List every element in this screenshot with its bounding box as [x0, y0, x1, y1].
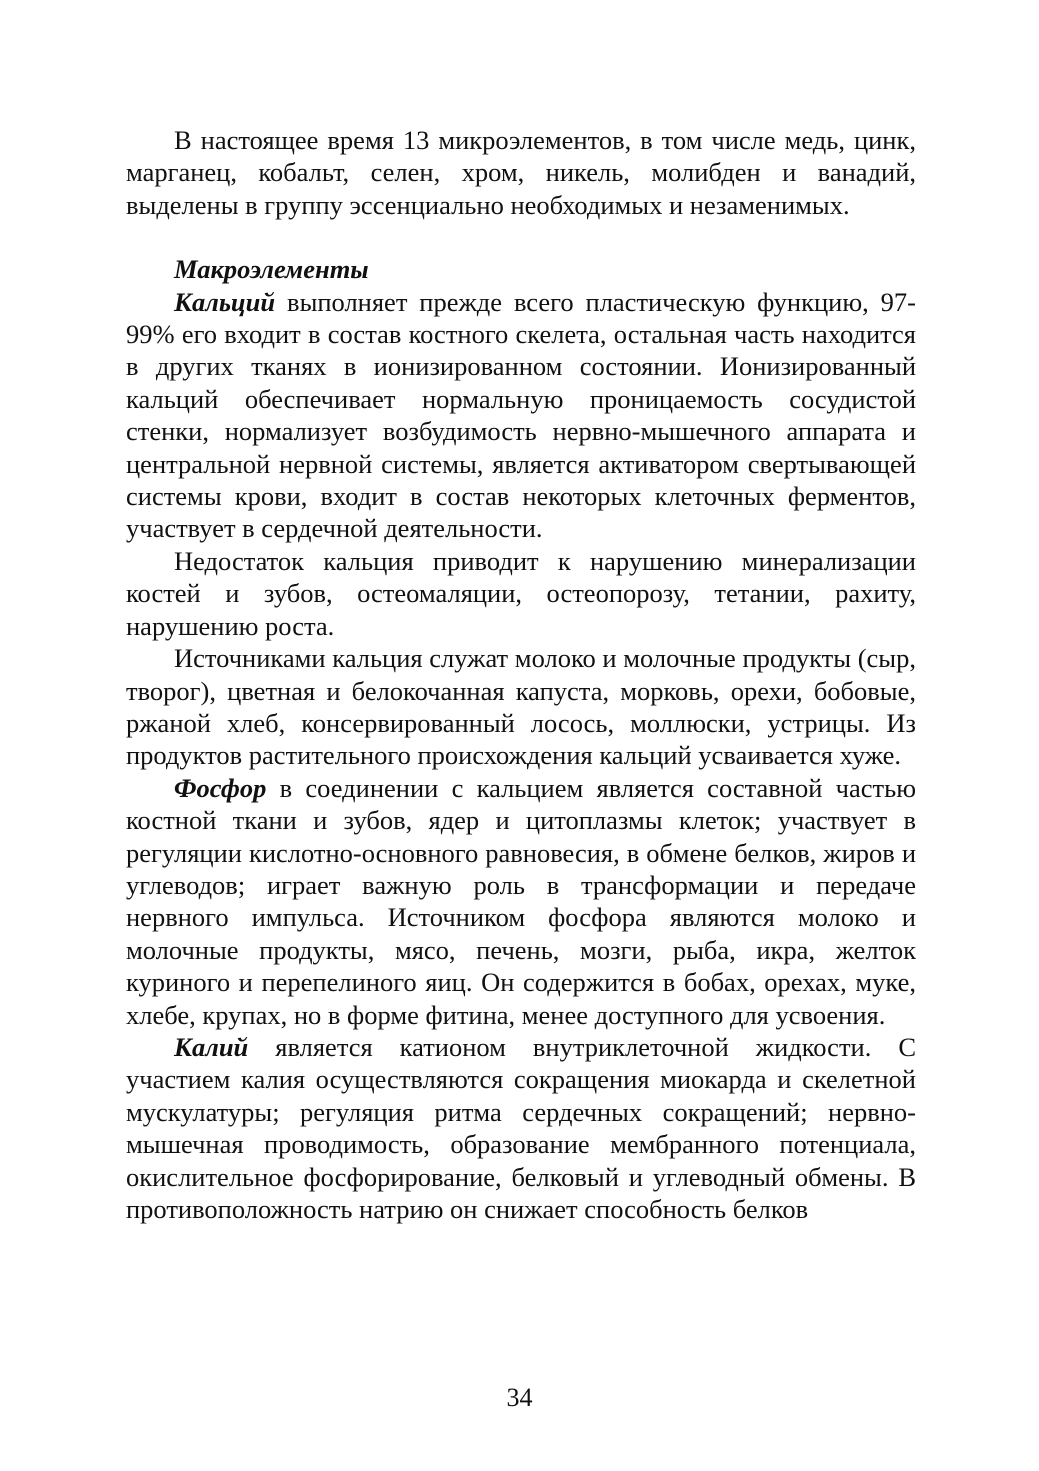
phosphorus-term: Фосфор	[174, 772, 267, 803]
calcium-sources-paragraph: Источниками кальция служат молоко и молочные продукты (сыр, творог), цветная и белокочанная капуста, морковь, орехи, бобовые, ржаной хлеб, консервированный лосось, моллюски, устрицы. Из продуктов растительного происхождения кальций усваивается хуже.	[126, 643, 916, 771]
calcium-deficiency-paragraph: Недостаток кальция приводит к нарушению минерализации костей и зубов, остеомаляции, остеопорозу, тетании, рахиту, нарушению роста.	[126, 545, 916, 641]
section-heading: Макроэлементы	[174, 254, 369, 285]
calcium-paragraph	[126, 286, 916, 545]
calcium-text: выполняет прежде всего пластическую функцию, 97-99% его входит в состав костного скелета, остальная часть находится в других тканях в ионизированном состоянии. Ионизированный кальций обеспечивает нормальную проницаемость сосудистой стенки, нормализует возбудимость нервно-мышечного аппарата и центральной нервной системы, является активатором свертывающей системы крови, входит в состав некоторых клеточных ферментов, участвует в сердечной деятельности.	[126, 286, 916, 544]
potassium-text: является катионом внутриклеточной жидкости. С участием калия осуществляются сокращения миокарда и скелетной мускулатуры; регуляция ритма сердечных сокращений; нервно-мышечная проводимость, образование мембранного потенциала, окислительное фосфорирование, белковый и углеводный обмены. В противоположность натрию он снижает способность белков	[126, 1031, 916, 1224]
potassium-term: Калий	[174, 1031, 249, 1062]
phosphorus-text: в соединении с кальцием является составной частью костной ткани и зубов, ядер и цитоплазмы клеток; участвует в регуляции кислотно-основного равновесия, в обмене белков, жиров и углеводов; играет важную роль в трансформации и передаче нервного импульса. Источником фосфора являются молоко и молочные продукты, мясо, печень, мозги, рыба, икра, желток куриного и перепелиного яиц. Он содержится в бобах, орехах, муке, хлебе, крупах, но в форме фитина, менее доступного для усвоения.	[126, 772, 916, 1030]
intro-paragraph: В настоящее время 13 микроэлементов, в том числе медь, цинк, марганец, кобальт, селен, хром, никель, молибден и ванадий, выделены в группу эссенциально необходимых и незаменимых.	[126, 125, 916, 220]
page-body	[126, 124, 916, 1225]
page-number: 34	[506, 1383, 533, 1412]
section-spacer	[126, 221, 916, 253]
phosphorus-paragraph	[126, 772, 916, 1031]
potassium-paragraph	[126, 1031, 916, 1225]
calcium-term: Кальций	[174, 286, 276, 317]
